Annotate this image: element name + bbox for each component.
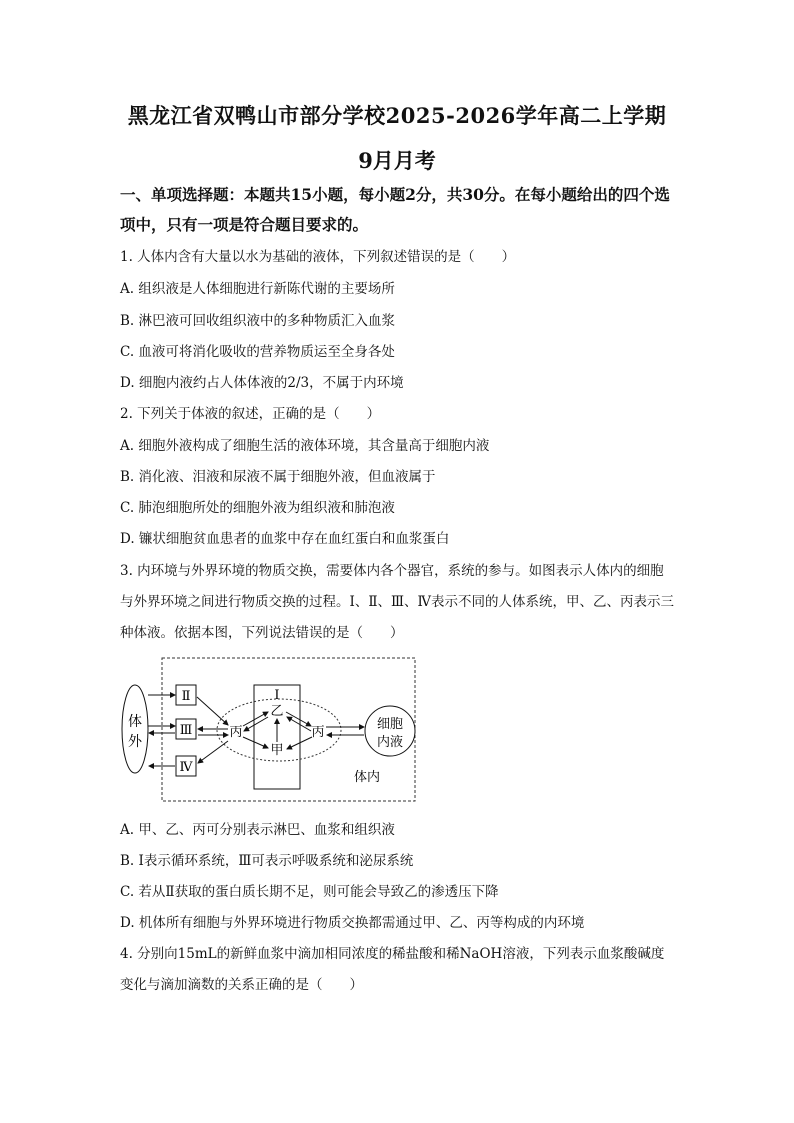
system-iv-label: Ⅳ xyxy=(179,760,193,775)
arrow-bing-to-jia xyxy=(243,737,268,748)
fluid-jia-label: 甲 xyxy=(270,743,284,758)
q2-option-a: A. 细胞外液构成了细胞生活的液体环境，其含量高于细胞内液 xyxy=(120,438,490,454)
q2-stem: 2. 下列关于体液的叙述，正确的是（ ） xyxy=(120,406,381,422)
fluid-yi-label: 乙 xyxy=(270,704,284,719)
system-ii-label: Ⅱ xyxy=(181,689,191,704)
q2-option-c: C. 肺泡细胞所处的细胞外液为组织液和肺泡液 xyxy=(120,500,395,516)
q4-stem: 4. 分别向15mL的新鲜血浆中滴加相同浓度的稀盐酸和稀NaOH溶液，下列表示血浆酸碱度变化与滴加滴数的关系正确的是（ ） xyxy=(120,946,665,993)
q3-stem: 3. 内环境与外界环境的物质交换，需要体内各个器官，系统的参与。如图表示人体内的细胞与外界环境之间进行物质交换的过程。Ⅰ、Ⅱ、Ⅲ、Ⅳ表示不同的人体系统，甲、乙、丙表示三种体液。依据本图，下列说法错误的是（ ） xyxy=(120,563,675,641)
q1-option-d: D. 细胞内液约占人体体液的2/3，不属于内环境 xyxy=(120,375,404,391)
q1-stem: 1. 人体内含有大量以水为基础的液体，下列叙述错误的是（ ） xyxy=(120,249,516,265)
outside-label-2: 外 xyxy=(128,734,142,750)
q3-option-c: C. 若从Ⅱ获取的蛋白质长期不足，则可能会导致乙的渗透压下降 xyxy=(120,884,499,900)
q3-option-b: B. Ⅰ表示循环系统，Ⅲ可表示呼吸系统和泌尿系统 xyxy=(120,853,414,869)
q3-figure xyxy=(118,655,418,805)
system-iii-label: Ⅲ xyxy=(179,723,193,738)
body-exchange-diagram xyxy=(118,655,418,805)
section-heading: 一、单项选择题：本题共15小题，每小题2分，共30分。在每小题给出的四个选项中，只有一项是符合题目要求的。 xyxy=(120,185,670,234)
q2-option-b: B. 消化液、泪液和尿液不属于细胞外液，但血液属于 xyxy=(120,469,436,485)
fluid-bing-left-label: 丙 xyxy=(229,725,243,740)
inside-label: 体内 xyxy=(354,770,381,785)
fluid-bing-right-label: 丙 xyxy=(311,725,325,740)
q3-option-d: D. 机体所有细胞与外界环境进行物质交换都需通过甲、乙、丙等构成的内环境 xyxy=(120,915,585,931)
q1-option-a: A. 组织液是人体细胞进行新陈代谢的主要场所 xyxy=(120,281,395,297)
system-i-label: Ⅰ xyxy=(274,688,280,703)
cell-fluid-label-2: 内液 xyxy=(376,735,404,750)
q3-option-a: A. 甲、乙、丙可分别表示淋巴、血浆和组织液 xyxy=(120,822,395,838)
exam-title-line2: 9月月考 xyxy=(358,148,436,173)
outside-label-1: 体 xyxy=(128,714,142,730)
cell-fluid-label-1: 细胞 xyxy=(376,717,404,732)
q1-option-c: C. 血液可将消化吸收的营养物质运至全身各处 xyxy=(120,344,395,360)
arrow-bing-to-iv xyxy=(198,741,228,763)
exam-title-line1: 黑龙江省双鸭山市部分学校2025-2026学年高二上学期 xyxy=(127,103,667,128)
arrow-ii-to-bing xyxy=(197,697,228,725)
q1-option-b: B. 淋巴液可回收组织液中的多种物质汇入血浆 xyxy=(120,313,396,329)
q2-option-d: D. 镰状细胞贫血患者的血浆中存在血红蛋白和血浆蛋白 xyxy=(120,531,450,547)
